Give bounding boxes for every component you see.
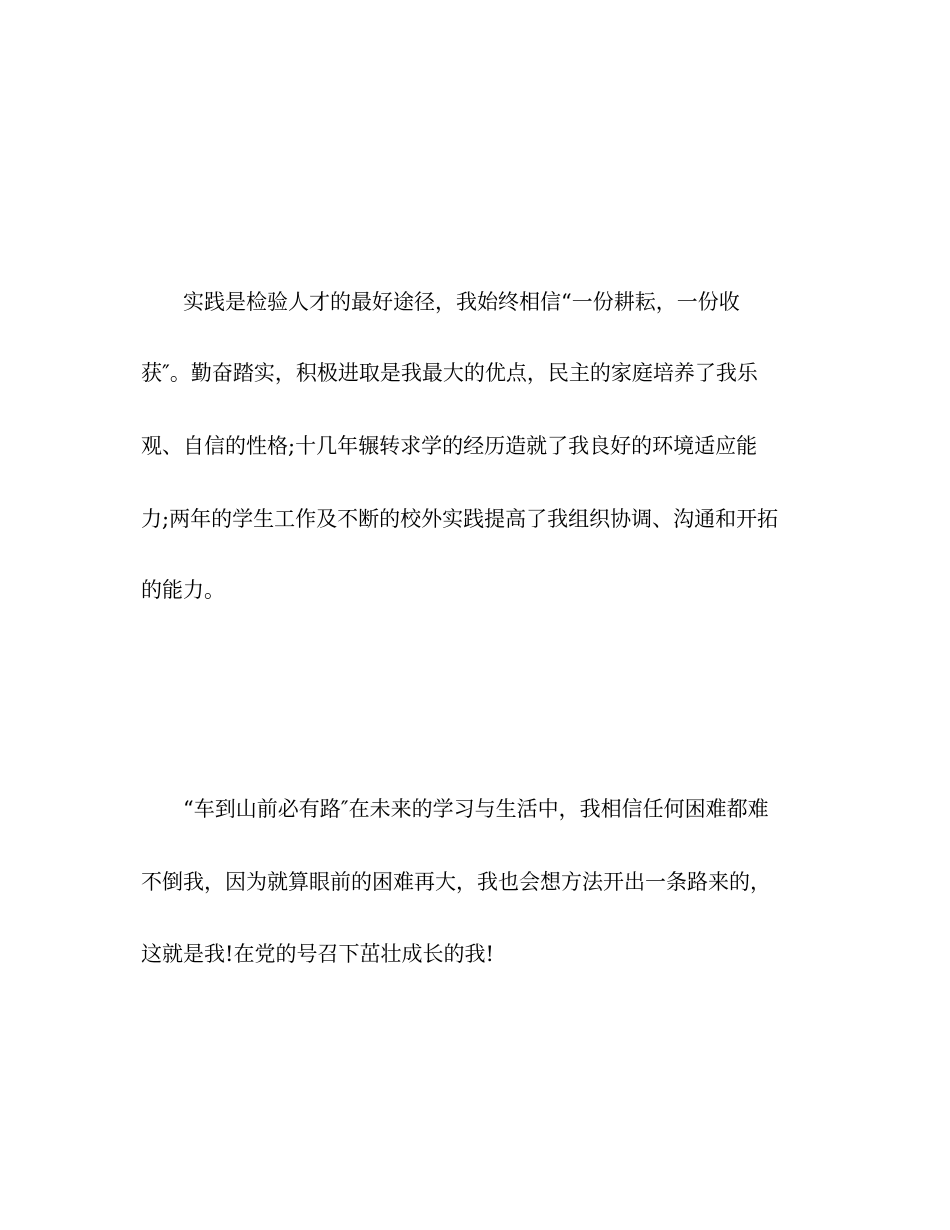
paragraph-line: 的能力。 bbox=[141, 578, 225, 602]
paragraph-line: 观、自信的性格;十几年辗转求学的经历造就了我良好的环境适应能 bbox=[141, 434, 758, 458]
paragraph-line: 这就是我!在党的号召下茁壮成长的我! bbox=[141, 942, 494, 966]
paragraph-line: 力;两年的学生工作及不断的校外实践提高了我组织协调、沟通和开拓 bbox=[141, 507, 779, 531]
paragraph-line: 获″。勤奋踏实，积极进取是我最大的优点，民主的家庭培养了我乐 bbox=[141, 361, 758, 385]
paragraph-line: “车到山前必有路″在未来的学习与生活中，我相信任何困难都难 bbox=[183, 797, 769, 821]
paragraph-line: 不倒我，因为就算眼前的困难再大，我也会想方法开出一条路来的， bbox=[141, 870, 771, 894]
paragraph-line: 实践是检验人才的最好途径，我始终相信“一份耕耘，一份收 bbox=[183, 290, 740, 314]
